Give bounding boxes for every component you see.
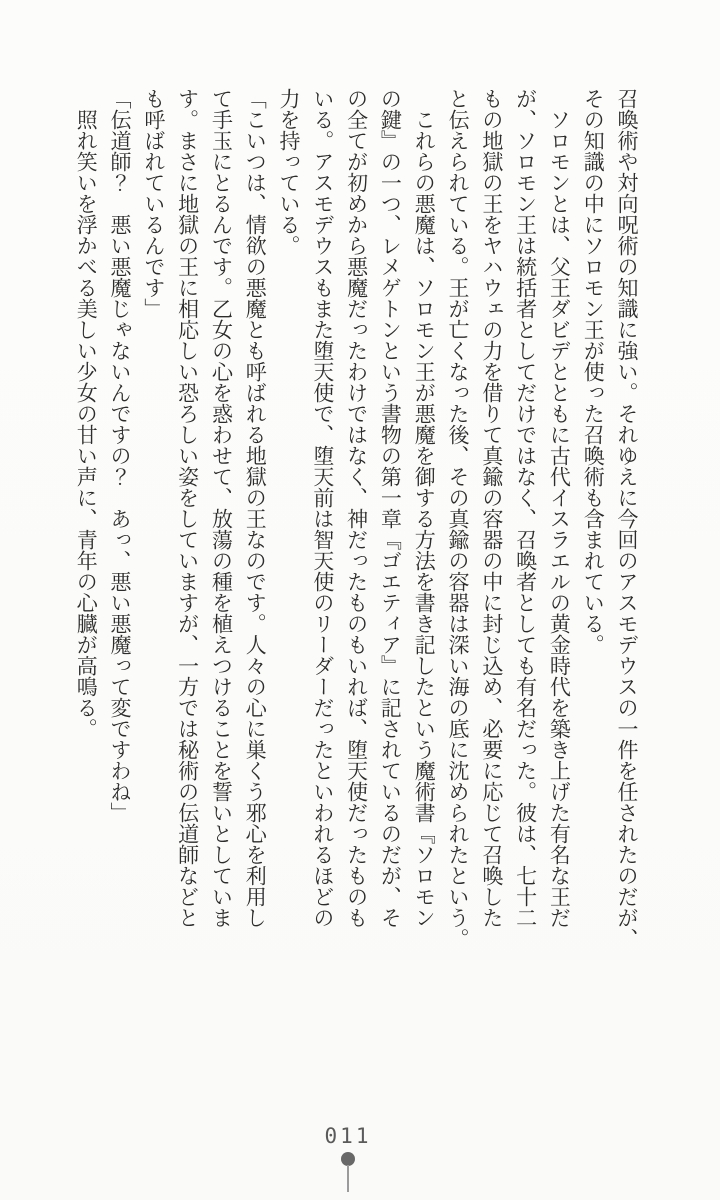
text-column: もの地獄の王をヤハウェの力を借りて真鍮の容器の中に封じ込め、必要に応じて召喚した xyxy=(479,88,504,928)
text-column: の鍵』の一つ、レメゲトンという書物の第一章『ゴエティア』に記されているのだが、そ xyxy=(378,88,403,928)
text-column: 「こいつは、情欲の悪魔とも呼ばれる地獄の王なのです。人々の心に巣くう邪心を利用し xyxy=(243,88,268,928)
text-column: て手玉にとるんです。乙女の心を惑わせて、放蕩の種を植えつけることを誓いとしていま xyxy=(209,88,234,928)
text-column: 照れ笑いを浮かべる美しい少女の甘い声に、青年の心臓が高鳴る。 xyxy=(74,88,99,739)
text-column: これらの悪魔は、ソロモン王が悪魔を御する方法を書き記したという魔術書『ソロモン xyxy=(412,88,437,928)
page-number: 011 xyxy=(324,1124,372,1148)
text-column: す。まさに地獄の王に相応しい恐ろしい姿をしていますが、一方では秘術の伝道師などと xyxy=(175,88,200,928)
dot-pin-tail xyxy=(347,1165,349,1192)
text-column: も呼ばれているんです」 xyxy=(141,88,166,319)
text-column: その知識の中にソロモン王が使った召喚術も含まれている。 xyxy=(581,88,606,655)
page-text xyxy=(67,88,643,954)
text-column: 力を持っている。 xyxy=(277,88,302,256)
text-column: ソロモンとは、父王ダビデとともに古代イスラエルの黄金時代を築き上げた有名な王だ xyxy=(547,88,572,928)
text-column: いる。アスモデウスもまた堕天使で、堕天前は智天使のリーダーだったといわれるほどの xyxy=(310,88,335,928)
text-column: の全てが初めから悪魔だったわけではなく、神だったものもいれば、堕天使だったものも xyxy=(344,88,369,928)
text-column: 「伝道師？ 悪い悪魔じゃないんですの？ あっ、悪い悪魔って変ですわね」 xyxy=(108,88,133,823)
text-column: が、ソロモン王は統括者としてだけではなく、召喚者としても有名だった。彼は、七十二 xyxy=(513,88,538,928)
text-column: 召喚術や対向呪術の知識に強い。それゆえに今回のアスモデウスの一件を任されたのだが、 xyxy=(615,88,639,949)
text-column: と伝えられている。王が亡くなった後、その真鍮の容器は深い海の底に沈められたという。 xyxy=(446,88,471,949)
dot-pin-icon xyxy=(341,1152,355,1166)
